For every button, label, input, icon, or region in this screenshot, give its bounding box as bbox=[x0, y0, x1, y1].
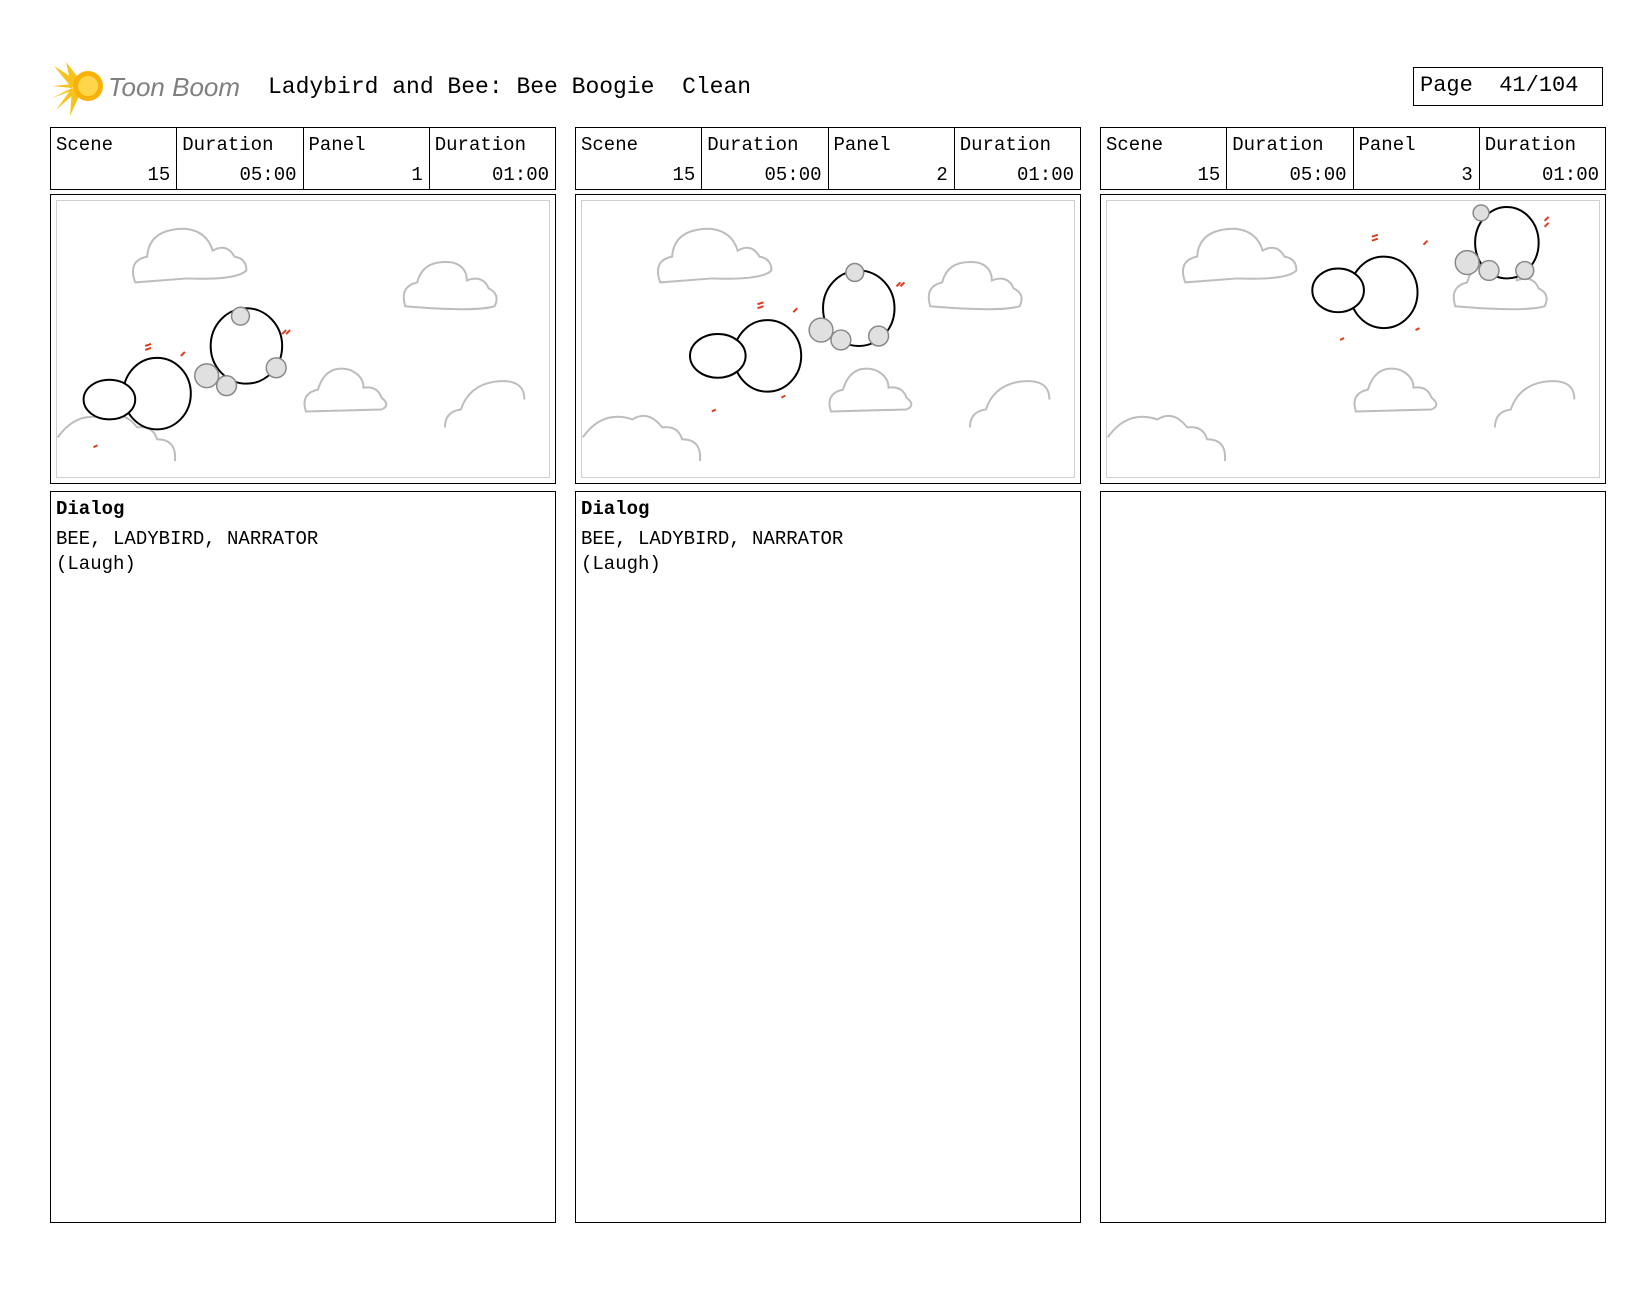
panel-number: 3 bbox=[1461, 164, 1473, 186]
sketch-image bbox=[1107, 201, 1599, 477]
dialog-characters: BEE, LADYBIRD, NARRATOR bbox=[581, 528, 844, 550]
dialog-heading: Dialog bbox=[56, 498, 125, 520]
panel-duration: 01:00 bbox=[1016, 164, 1074, 186]
dialog-direction: (Laugh) bbox=[581, 553, 661, 575]
panel-cell: Panel 2 bbox=[829, 128, 955, 189]
panel-info-row bbox=[575, 127, 1081, 190]
dialog-characters: BEE, LADYBIRD, NARRATOR bbox=[56, 528, 319, 550]
toon-boom-logo bbox=[52, 58, 252, 118]
panel-image-frame bbox=[575, 194, 1081, 484]
logo-wordmark: Toon Boom bbox=[108, 72, 241, 102]
page-label: Page bbox=[1420, 73, 1473, 98]
sketch-image bbox=[57, 201, 549, 477]
panel-info-row bbox=[50, 127, 556, 190]
panel-number: 2 bbox=[936, 164, 948, 186]
document-title: Ladybird and Bee: Bee Boogie Clean bbox=[268, 74, 752, 100]
scene-duration-cell: Duration 05:00 bbox=[1227, 128, 1353, 189]
scene-duration-cell: Duration 05:00 bbox=[177, 128, 303, 189]
page-number: 41/104 bbox=[1499, 73, 1579, 98]
panel-image-frame bbox=[50, 194, 556, 484]
panel-duration-cell: Duration 01:00 bbox=[959, 134, 1074, 186]
panel-image-frame bbox=[1100, 194, 1606, 484]
scene-cell: Scene 15 bbox=[1101, 128, 1227, 189]
panel-cell: Panel 3 bbox=[1354, 128, 1480, 189]
scene-number: 15 bbox=[147, 164, 171, 186]
scene-duration: 05:00 bbox=[764, 164, 822, 186]
scene-number: 15 bbox=[672, 164, 696, 186]
panel-duration: 01:00 bbox=[491, 164, 549, 186]
dialog-box-empty bbox=[1100, 491, 1606, 1223]
panel-duration-cell: Duration 01:00 bbox=[434, 134, 549, 186]
panel-cell: Panel 1 bbox=[304, 128, 430, 189]
panel-duration-cell: Duration 01:00 bbox=[1484, 134, 1599, 186]
scene-duration: 05:00 bbox=[239, 164, 297, 186]
dialog-heading: Dialog bbox=[581, 498, 650, 520]
scene-duration-cell: Duration 05:00 bbox=[702, 128, 828, 189]
scene-cell: Scene 15 bbox=[51, 128, 177, 189]
dialog-box bbox=[575, 491, 1081, 1223]
scene-duration: 05:00 bbox=[1289, 164, 1347, 186]
scene-cell: Scene 15 bbox=[576, 128, 702, 189]
dialog-direction: (Laugh) bbox=[56, 553, 136, 575]
panel-duration: 01:00 bbox=[1541, 164, 1599, 186]
sun-burst-icon bbox=[52, 58, 108, 118]
dialog-box bbox=[50, 491, 556, 1223]
scene-number: 15 bbox=[1197, 164, 1221, 186]
panel-info-row bbox=[1100, 127, 1606, 190]
panel-number: 1 bbox=[411, 164, 423, 186]
sketch-image bbox=[582, 201, 1074, 477]
page-indicator bbox=[1413, 67, 1603, 106]
